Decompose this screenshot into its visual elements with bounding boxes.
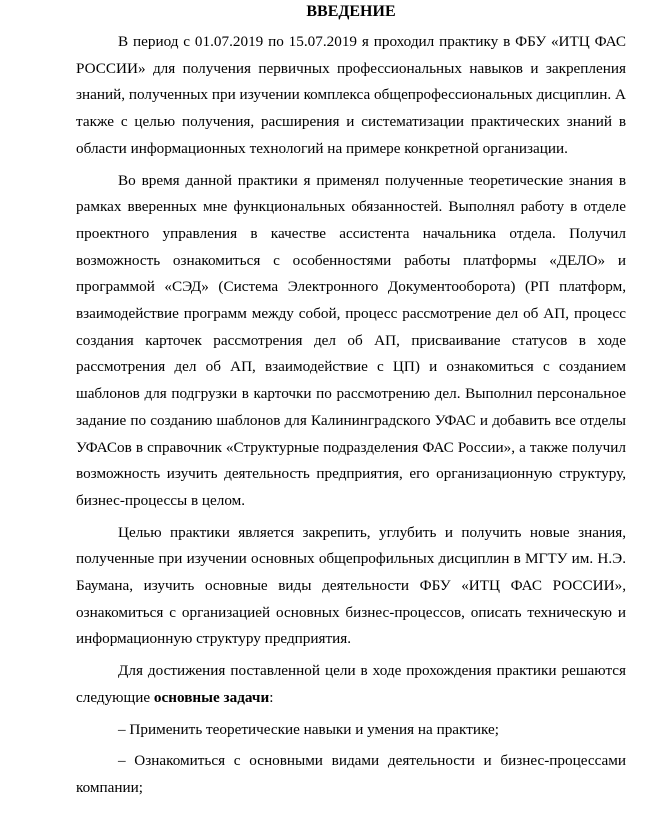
paragraph-practice-duties: Во время данной практики я применял полученные теоретические знания в рамках вверенных мне функциональных обязанностей. Выполнял работу в отделе проектного управления в качестве ассистента начальника отдела. Получил возможность ознакомиться с особенностями работы платформы «ДЕЛО» и программой «СЭД» (Система Электронного Документооборота) (РП платформ, взаимодействие программ между собой, процесс рассмотрение дел об АП, процесс создания карточек рассмотрения дел об АП, присваивание статусов в ходе рассмотрения дел об АП, взаимодействие с ЦП) и ознакомиться с созданием шаблонов для подгрузки в карточки по рассмотрению дел. Выполнил персональное задание по созданию шаблонов для Калининградского УФАС и добавить все отделы УФАСов в справочник «Структурные подразделения ФАС России», а также получил возможность изучить деятельность предприятия, его организационную структуру, бизнес-процессы в целом. <box>76 171 626 509</box>
tasks-intro-colon: : <box>269 688 274 706</box>
task-list-item: – Применить теоретические навыки и умения на практике; <box>118 720 499 738</box>
tasks-intro-bold: основные задачи <box>153 688 270 706</box>
paragraph-practice-goal: Целью практики является закрепить, углубить и получить новые знания, полученные при изучении основных общепрофильных дисциплин в МГТУ им. Н.Э. Баумана, изучить основные виды деятельности ФБУ «ИТЦ ФАС РОССИИ», ознакомиться с организацией основных бизнес-процессов, описать техническую и информационную структуру предприятия. <box>76 523 626 648</box>
paragraph-tasks-intro <box>76 658 626 711</box>
paragraph-intro: В период с 01.07.2019 по 15.07.2019 я проходил практику в ФБУ «ИТЦ ФАС РОССИИ» для получения первичных профессиональных навыков и закрепления знаний, полученных при изучении комплекса общепрофессиональных дисциплин. А также с целью получения, расширения и систематизации практических знаний в области информационных технологий на примере конкретной организации. <box>76 33 626 157</box>
page-title: ВВЕДЕНИЕ <box>306 3 396 20</box>
document-page <box>76 0 626 802</box>
task-list-item: – Ознакомиться с основными видами деятельности и бизнес-процессами компании; <box>76 752 626 796</box>
tasks-intro-text: Для достижения поставленной цели в ходе прохождения практики решаются следующие <box>76 662 626 706</box>
